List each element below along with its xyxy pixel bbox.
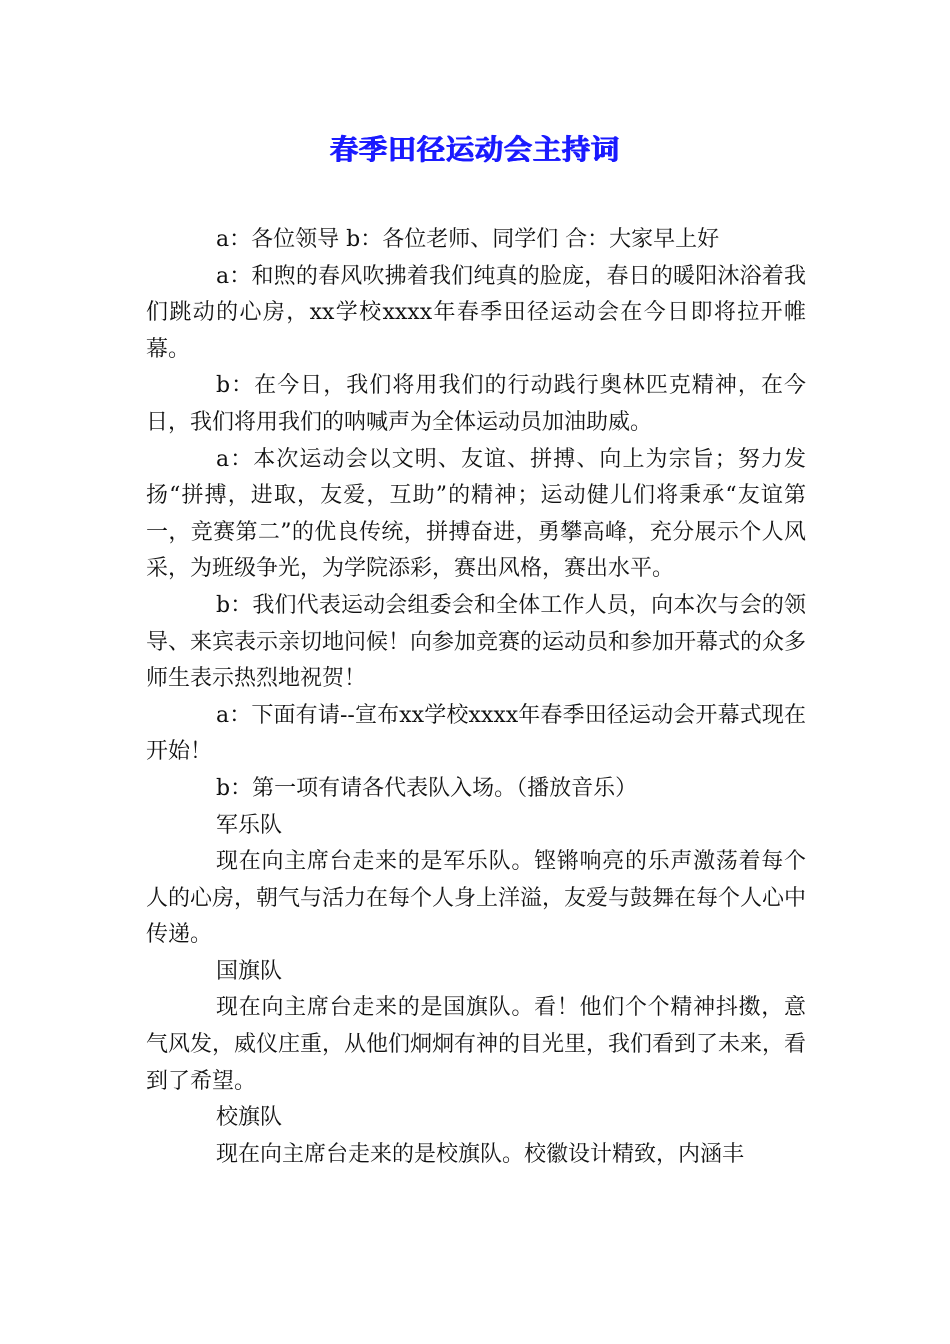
paragraph-greetings-to-guests: b：我们代表运动会组委会和全体工作人员，向本次与会的领导、来宾表示亲切地问候！向参加竞赛的运动员和参加开幕式的众多师生表示热烈地祝贺！	[146, 592, 807, 692]
paragraph-national-flag: 现在向主席台走来的是国旗队。看！他们个个精神抖擞，意气风发，威仪庄重，从他们炯炯有神的目光里，我们看到了未来，看到了希望。	[146, 995, 807, 1094]
section-heading-school-flag: 校旗队	[216, 1105, 283, 1131]
paragraph-band: 现在向主席台走来的是军乐队。铿锵响亮的乐声激荡着每个人的心房，朝气与活力在每个人身上洋溢，友爱与鼓舞在每个人心中传递。	[146, 849, 807, 948]
paragraph-school-flag: 现在向主席台走来的是校旗队。校徽设计精致，内涵丰	[216, 1141, 745, 1167]
section-heading-national-flag: 国旗队	[216, 958, 283, 984]
document-title: 春季田径运动会主持词	[329, 133, 620, 166]
paragraph-announcement: a：下面有请--宣布xx学校xxxx年春季田径运动会开幕式现在开始！	[146, 702, 806, 765]
paragraph-opening-b: b：在今日，我们将用我们的行动践行奥林匹克精神，在今日，我们将用我们的呐喊声为全体运动员加油助威。	[146, 373, 806, 435]
section-heading-band: 军乐队	[216, 812, 283, 838]
paragraph-opening-a: a：和煦的春风吹拂着我们纯真的脸庞，春日的暖阳沐浴着我们跳动的心房，xx学校xxxx年春季田径运动会在今日即将拉开帷幕。	[146, 263, 806, 362]
document-body	[146, 222, 806, 1173]
paragraph-greeting: a：各位领导 b：各位老师、同学们 合：大家早上好	[216, 227, 720, 252]
paragraph-entrance: b：第一项有请各代表队入场。（播放音乐）	[216, 775, 638, 801]
paragraph-purpose: a：本次运动会以文明、友谊、拼搏、向上为宗旨；努力发扬“拼搏，进取，友爱，互助”的精神；运动健儿们将秉承“友谊第一，竞赛第二”的优良传统，拼搏奋进，勇攀高峰，充分展示个人风采，为班级争光，为学院添彩，赛出风格，赛出水平。	[146, 446, 806, 582]
